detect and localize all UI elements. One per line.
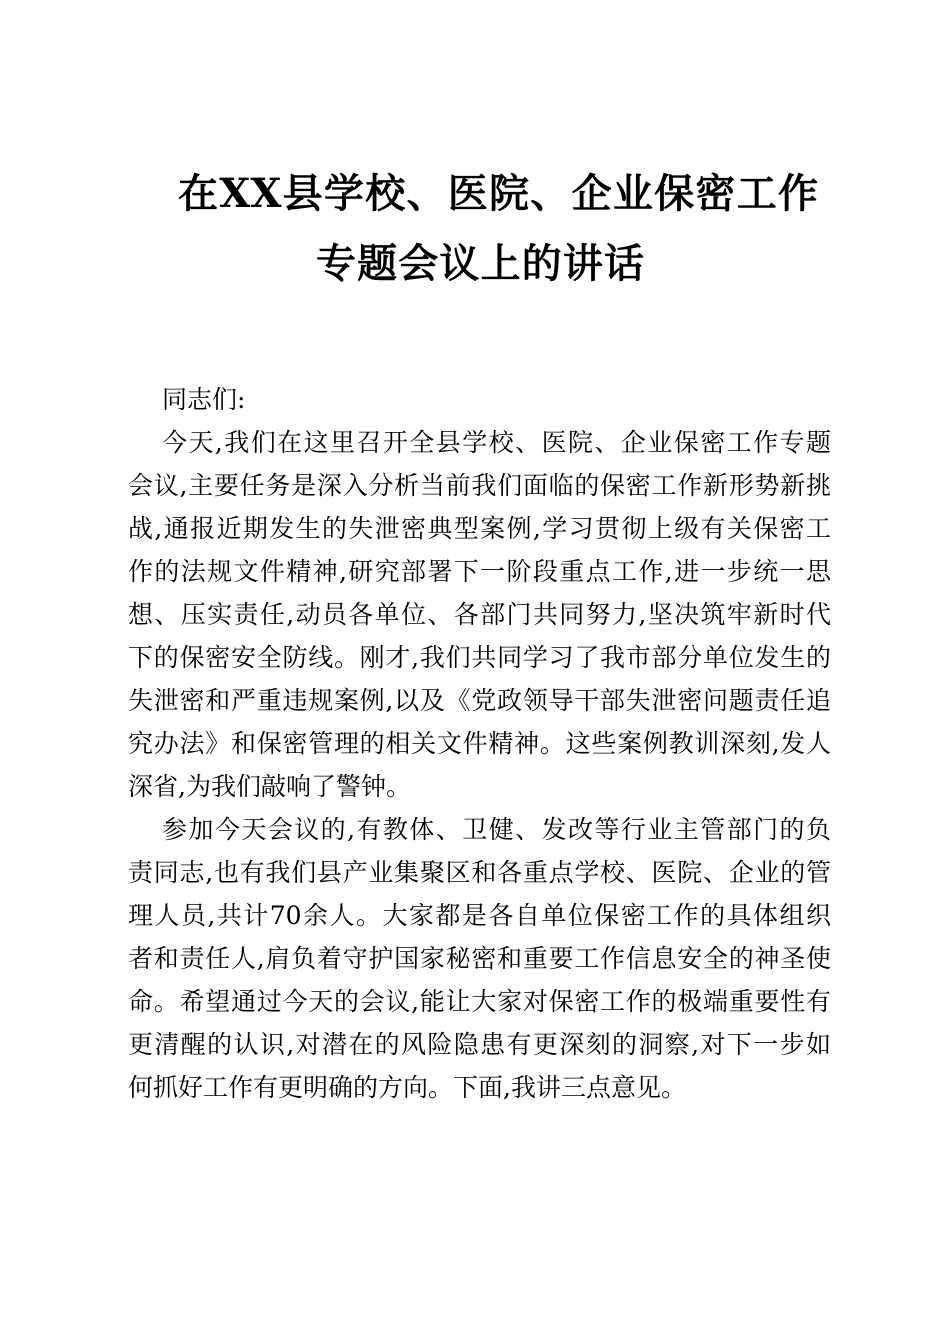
paragraph-line: 下的保密安全防线。刚才,我们共同学习了我市部分单位发生的 [128,643,831,672]
paragraph-line: 失泄密和严重违规案例,以及《党政领导干部失泄密问题责任追 [128,686,831,715]
document-title-line-2: 专题会议上的讲话 [316,240,644,287]
paragraph-line: 今天,我们在这里召开全县学校、医院、企业保密工作专题 [162,428,831,457]
paragraph-line: 作的法规文件精神,研究部署下一阶段重点工作,进一步统一思 [128,557,831,586]
paragraph-line: 责同志,也有我们县产业集聚区和各重点学校、医院、企业的管 [128,858,831,887]
paragraph-line: 命。希望通过今天的会议,能让大家对保密工作的极端重要性有 [128,987,831,1016]
document-body [128,378,831,1109]
paragraph-line: 深省,为我们敲响了警钟。 [128,772,411,801]
paragraph [128,808,831,1109]
paragraph-line: 会议,主要任务是深入分析当前我们面临的保密工作新形势新挑 [128,471,831,500]
paragraph-line: 参加今天会议的,有教体、卫健、发改等行业主管部门的负 [162,815,831,844]
document-title-line-1: 在XX县学校、医院、企业保密工作 [178,170,818,217]
paragraph [128,421,831,808]
paragraph-line: 何抓好工作有更明确的方向。下面,我讲三点意见。 [128,1073,686,1102]
paragraph-line: 者和责任人,肩负着守护国家秘密和重要工作信息安全的神圣使 [128,944,831,973]
paragraph-line: 究办法》和保密管理的相关文件精神。这些案例教训深刻,发人 [128,729,831,758]
paragraphs [128,421,831,1109]
salutation: 同志们: [162,385,246,414]
paragraph-line: 更清醒的认识,对潜在的风险隐患有更深刻的洞察,对下一步如 [128,1030,831,1059]
paragraph-line: 理人员,共计70余人。大家都是各自单位保密工作的具体组织 [128,901,831,930]
paragraph-line: 战,通报近期发生的失泄密典型案例,学习贯彻上级有关保密工 [128,514,831,543]
paragraph-line: 想、压实责任,动员各单位、各部门共同努力,坚决筑牢新时代 [128,600,831,629]
